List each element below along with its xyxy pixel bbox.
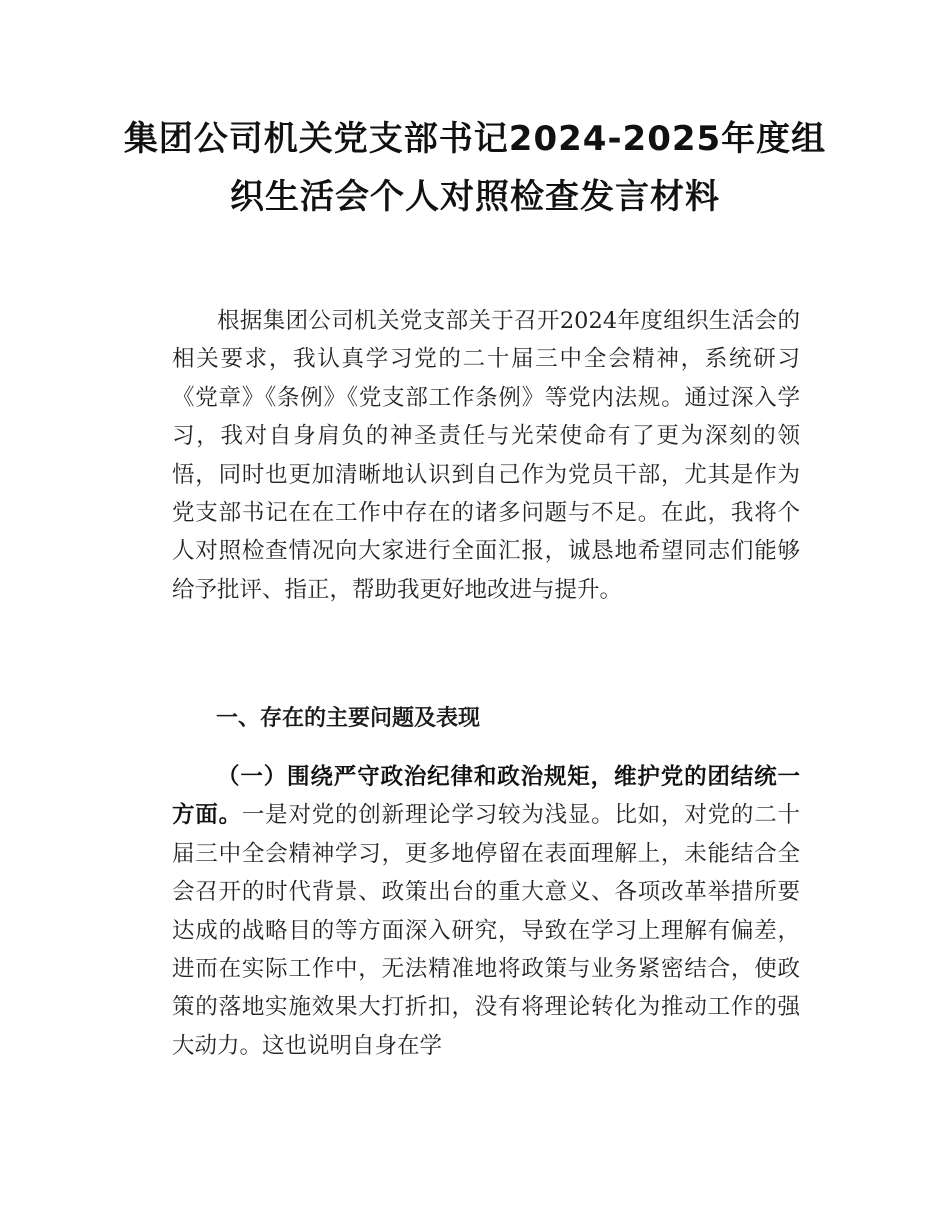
- subsection: [172, 758, 800, 1065]
- subsection-text: 一是对党的创新理论学习较为浅显。比如，对党的二十届三中全会精神学习，更多地停留在表面理解上，未能结合全会召开的时代背景、政策出台的重大意义、各项改革举措所要达成的战略目的等方面深入研究，导致在学习上理解有偏差，进而在实际工作中，无法精准地将政策与业务紧密结合，使政策的落地实施效果大打折扣，没有将理论转化为推动工作的强大动力。这也说明自身在学: [172, 802, 800, 1059]
- subsection-heading: （一）围绕严守政治纪律和政治规矩，维护党的团结统一方面。: [172, 764, 800, 829]
- section-heading: 一、存在的主要问题及表现: [216, 706, 481, 731]
- intro-section: [172, 302, 800, 609]
- intro-paragraph: 根据集团公司机关党支部关于召开2024年度组织生活会的相关要求，我认真学习党的二十届三中全会精神，系统研习《党章》《条例》《党支部工作条例》等党内法规。通过深入学习，我对自身肩负的神圣责任与光荣使命有了更为深刻的领悟，同时也更加清晰地认识到自己作为党员干部，尤其是作为党支部书记在在工作中存在的诸多问题与不足。在此，我将个人对照检查情况向大家进行全面汇报，诚恳地希望同志们能够给予批评、指正，帮助我更好地改进与提升。: [172, 308, 800, 603]
- subsection-paragraph: [172, 758, 800, 1065]
- document-title: 集团公司机关党支部书记2024-2025年度组织生活会个人对照检查发言材料: [123, 119, 827, 217]
